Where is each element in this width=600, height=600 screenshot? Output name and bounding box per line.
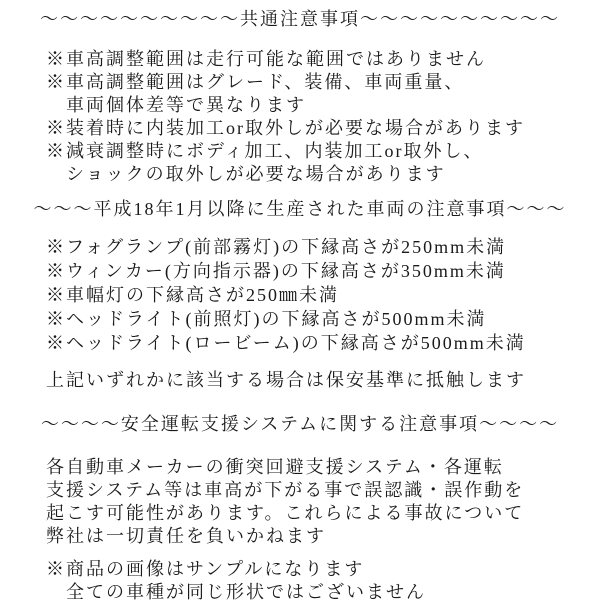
para-driver-assist-3: 起こす可能性があります。これらによる事故について	[46, 503, 525, 523]
note-interior-work-required: ※装着時に内装加工or取外しが必要な場合があります	[46, 118, 525, 138]
note-damping-adjust-work-2: ショックの取外しが必要な場合があります	[66, 164, 446, 184]
note-headlight-500mm: ※ヘッドライト(前照灯)の下縁高さが500mm未満	[46, 309, 487, 329]
note-sample-image-1: ※商品の画像はサンプルになります	[46, 559, 365, 579]
note-height-range-not-drivable: ※車高調整範囲は走行可能な範囲ではありません	[46, 49, 486, 69]
section-header-heisei18-vehicles: ～～～平成18年1月以降に生産された車両の注意事項～～～	[33, 199, 567, 219]
note-sample-image-2: 全ての車種が同じ形状ではございません	[66, 582, 426, 600]
note-height-range-varies-2: 車両個体差等で異なります	[66, 95, 306, 115]
note-safety-standard-violation: 上記いずれかに該当する場合は保安基準に抵触します	[46, 370, 526, 390]
note-foglamp-250mm: ※フォグランプ(前部霧灯)の下縁高さが250mm未満	[46, 237, 507, 257]
para-driver-assist-4: 弊社は一切責任を負いかねます	[46, 526, 326, 546]
section-header-driver-assist: ～～～～安全運転支援システムに関する注意事項～～～～	[40, 414, 560, 434]
note-headlight-lowbeam-500mm: ※ヘッドライト(ロービーム)の下縁高さが500mm未満	[46, 333, 526, 353]
note-turn-signal-350mm: ※ウィンカー(方向指示器)の下縁高さが350mm未満	[46, 261, 506, 281]
note-height-range-varies-1: ※車高調整範囲はグレード、装備、車両重量、	[46, 72, 465, 92]
note-damping-adjust-work-1: ※減衰調整時にボディ加工、内装加工or取外し、	[46, 141, 484, 161]
section-header-common-notes: ～～～～～～～～～～共通注意事項～～～～～～～～～～	[40, 9, 560, 29]
para-driver-assist-2: 支援システム等は車高が下がる事で誤認識・誤作動を	[46, 480, 525, 500]
para-driver-assist-1: 各自動車メーカーの衝突回避支援システム・各運転	[46, 457, 504, 477]
note-side-marker-250mm: ※車幅灯の下縁高さが250㎜未満	[46, 285, 339, 305]
